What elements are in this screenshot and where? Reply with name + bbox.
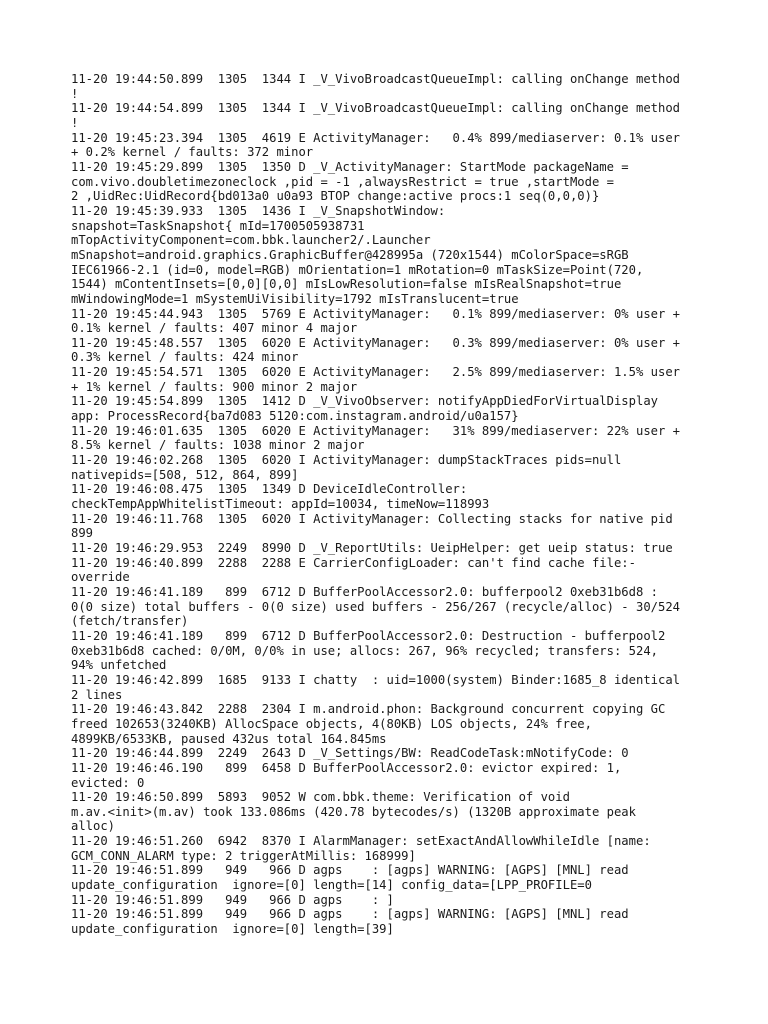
log-line: 11-20 19:45:54.571 1305 6020 E ActivityManager: 2.5% 899/mediaserver: 1.5% user bbox=[71, 365, 681, 380]
log-line: 11-20 19:44:54.899 1305 1344 I _V_VivoBroadcastQueueImpl: calling onChange method bbox=[71, 101, 681, 116]
log-line: 11-20 19:46:51.899 949 966 D agps : [agps] WARNING: [AGPS] [MNL] read bbox=[71, 863, 629, 878]
log-line: 8.5% kernel / faults: 1038 minor 2 major bbox=[71, 438, 365, 453]
log-line: 2 lines bbox=[71, 687, 123, 702]
log-line: 11-20 19:46:11.768 1305 6020 I ActivityManager: Collecting stacks for native pid bbox=[71, 511, 673, 526]
log-line: (fetch/transfer) bbox=[71, 614, 189, 629]
log-line: 11-20 19:46:44.899 2249 2643 D _V_Settings/BW: ReadCodeTask:mNotifyCode: 0 bbox=[71, 746, 629, 761]
log-line: override bbox=[71, 570, 130, 585]
log-line: mSnapshot=android.graphics.GraphicBuffer@428995a (720x1544) mColorSpace=sRGB bbox=[71, 247, 629, 262]
log-line: 0.1% kernel / faults: 407 minor 4 major bbox=[71, 321, 358, 336]
log-line: 11-20 19:45:29.899 1305 1350 D _V_ActivityManager: StartMode packageName = bbox=[71, 159, 629, 174]
log-line: 1544) mContentInsets=[0,0][0,0] mIsLowResolution=false mIsRealSnapshot=true bbox=[71, 277, 622, 292]
log-line: checkTempAppWhitelistTimeout: appId=10034, timeNow=118993 bbox=[71, 497, 490, 512]
log-line: 94% unfetched bbox=[71, 658, 167, 673]
log-line: GCM_CONN_ALARM type: 2 triggerAtMillis: 168999] bbox=[71, 848, 416, 863]
log-line: 11-20 19:46:01.635 1305 6020 E ActivityManager: 31% 899/mediaserver: 22% user + bbox=[71, 423, 681, 438]
log-line: 11-20 19:46:42.899 1685 9133 I chatty : uid=1000(system) Binder:1685_8 identical bbox=[71, 672, 681, 687]
log-line: 11-20 19:46:51.899 949 966 D agps : ] bbox=[71, 892, 394, 907]
log-line: snapshot=TaskSnapshot{ mId=1700505938731 bbox=[71, 218, 365, 233]
log-line: 11-20 19:46:41.189 899 6712 D BufferPoolAccessor2.0: bufferpool2 0xeb31b6d8 : bbox=[71, 584, 658, 599]
log-line: + 0.2% kernel / faults: 372 minor bbox=[71, 145, 314, 160]
log-line: 11-20 19:46:50.899 5893 9052 W com.bbk.theme: Verification of void bbox=[71, 790, 570, 805]
log-line: 11-20 19:46:51.260 6942 8370 I AlarmManager: setExactAndAllowWhileIdle [name: bbox=[71, 834, 651, 849]
log-line: update_configuration ignore=[0] length=[14] config_data=[LPP_PROFILE=0 bbox=[71, 878, 592, 893]
log-line: 2 ,UidRec:UidRecord{bd013a0 u0a93 BTOP change:active procs:1 seq(0,0,0)} bbox=[71, 189, 600, 204]
log-line: ! bbox=[71, 115, 79, 130]
log-line: 11-20 19:45:48.557 1305 6020 E ActivityManager: 0.3% 899/mediaserver: 0% user + bbox=[71, 335, 681, 350]
log-line: 11-20 19:46:29.953 2249 8990 D _V_ReportUtils: UeipHelper: get ueip status: true bbox=[71, 541, 673, 555]
log-line: update_configuration ignore=[0] length=[39] bbox=[71, 922, 394, 937]
log-text-block bbox=[71, 72, 711, 937]
log-line: 11-20 19:46:46.190 899 6458 D BufferPoolAccessor2.0: evictor expired: 1, bbox=[71, 760, 622, 775]
log-line: 11-20 19:46:43.842 2288 2304 I m.android.phon: Background concurrent copying GC bbox=[71, 702, 666, 717]
log-line: ! bbox=[71, 86, 79, 101]
log-line: 0.3% kernel / faults: 424 minor bbox=[71, 350, 299, 365]
log-line: 0xeb31b6d8 cached: 0/0M, 0/0% in use; allocs: 267, 96% recycled; transfers: 524, bbox=[71, 643, 658, 658]
log-line: nativepids=[508, 512, 864, 899] bbox=[71, 467, 299, 482]
log-line: 11-20 19:44:50.899 1305 1344 I _V_VivoBroadcastQueueImpl: calling onChange method bbox=[71, 72, 681, 86]
log-line: IEC61966-2.1 (id=0, model=RGB) mOrientation=1 mRotation=0 mTaskSize=Point(720, bbox=[71, 262, 644, 277]
log-line: mWindowingMode=1 mSystemUiVisibility=1792 mIsTranslucent=true bbox=[71, 291, 519, 306]
log-line: m.av.<init>(m.av) took 133.086ms (420.78 bytecodes/s) (1320B approximate peak bbox=[71, 804, 636, 819]
log-line: evicted: 0 bbox=[71, 775, 145, 790]
log-line: 11-20 19:45:23.394 1305 4619 E ActivityManager: 0.4% 899/mediaserver: 0.1% user bbox=[71, 130, 681, 145]
log-line: 11-20 19:46:02.268 1305 6020 I ActivityManager: dumpStackTraces pids=null bbox=[71, 453, 622, 468]
log-line: 11-20 19:46:08.475 1305 1349 D DeviceIdleController: bbox=[71, 482, 468, 497]
log-line: + 1% kernel / faults: 900 minor 2 major bbox=[71, 379, 358, 394]
log-line: 11-20 19:45:54.899 1305 1412 D _V_VivoObserver: notifyAppDiedForVirtualDisplay bbox=[71, 394, 658, 409]
log-line: 4899KB/6533KB, paused 432us total 164.845ms bbox=[71, 731, 387, 746]
log-line: app: ProcessRecord{ba7d083 5120:com.instagram.android/u0a157} bbox=[71, 409, 519, 424]
log-line: 11-20 19:46:41.189 899 6712 D BufferPoolAccessor2.0: Destruction - bufferpool2 bbox=[71, 628, 666, 643]
log-line: alloc) bbox=[71, 819, 116, 834]
log-line: 11-20 19:45:44.943 1305 5769 E ActivityManager: 0.1% 899/mediaserver: 0% user + bbox=[71, 306, 681, 321]
log-line: 11-20 19:46:40.899 2288 2288 E CarrierConfigLoader: can't find cache file:- bbox=[71, 555, 636, 570]
log-line: 11-20 19:46:51.899 949 966 D agps : [agps] WARNING: [AGPS] [MNL] read bbox=[71, 907, 629, 922]
log-line: 0(0 size) total buffers - 0(0 size) used buffers - 256/267 (recycle/alloc) - 30/524 bbox=[71, 599, 681, 614]
log-line: freed 102653(3240KB) AllocSpace objects, 4(80KB) LOS objects, 24% free, bbox=[71, 716, 592, 731]
log-line: mTopActivityComponent=com.bbk.launcher2/.Launcher bbox=[71, 233, 431, 248]
log-line: com.vivo.doubletimezoneclock ,pid = -1 ,alwaysRestrict = true ,startMode = bbox=[71, 174, 614, 189]
log-line: 11-20 19:45:39.933 1305 1436 I _V_SnapshotWindow: bbox=[71, 203, 446, 218]
log-line: 899 bbox=[71, 526, 94, 541]
